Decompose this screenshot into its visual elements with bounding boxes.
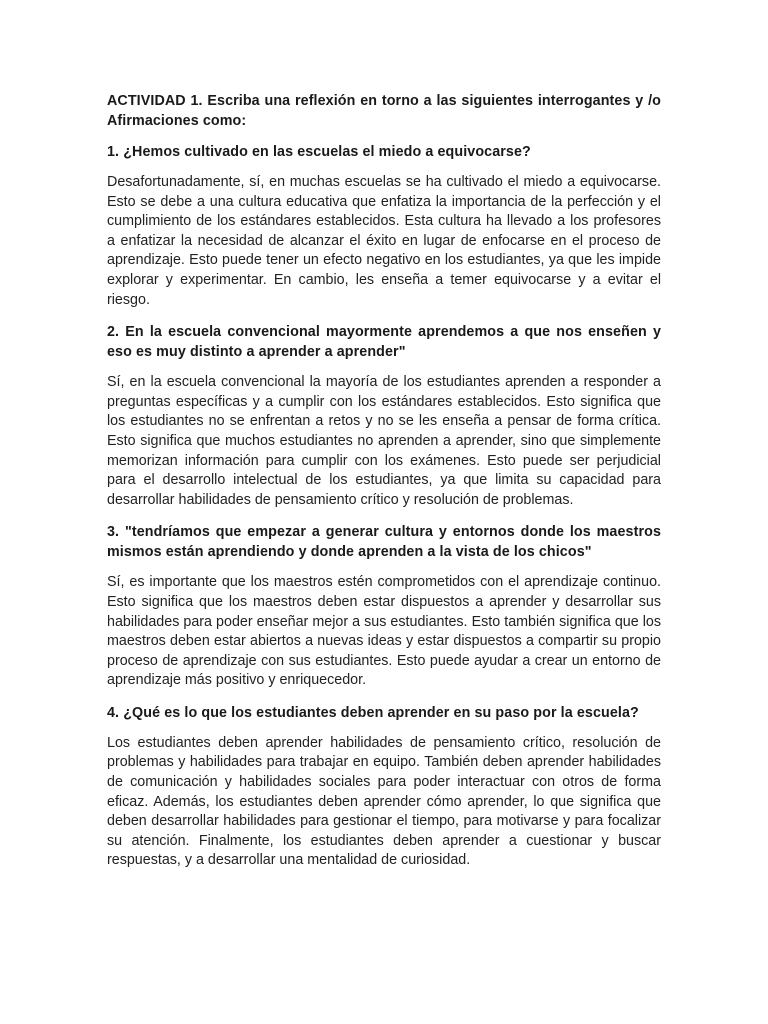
question-4-answer: Los estudiantes deben aprender habilidades de pensamiento crítico, resolución de problemas y habilidades para trabajar en equipo. También deben aprender habilidades de comunicación y habilidades sociales para poder interactuar con otros de forma eficaz. Además, los estudiantes deben aprender cómo aprender, lo que significa que deben desarrollar habilidades para gestionar el tiempo, para motivarse y para focalizar su atención. Finalmente, los estudiantes deben aprender a cuestionar y buscar respuestas, y a desarrollar una mentalidad de curiosidad. bbox=[107, 734, 661, 869]
question-3-answer: Sí, es importante que los maestros estén comprometidos con el aprendizaje continuo. Esto significa que los maestros deben estar dispuestos a aprender y desarrollar sus habilidades para poder enseñar mejor a sus estudiantes. Esto también significa que los maestros deben estar abiertos a nuevas ideas y estar dispuestos a compartir su propio proceso de aprendizaje con sus estudiantes. Esto puede ayudar a crear un entorno de aprendizaje más positivo y enriquecedor. bbox=[107, 574, 661, 689]
question-1-answer: Desafortunadamente, sí, en muchas escuelas se ha cultivado el miedo a equivocarse. Esto se debe a una cultura educativa que enfatiza la importancia de la perfección y el cumplimiento de los estándares establecidos. Esta cultura ha llevado a los profesores a enfatizar la necesidad de alcanzar el éxito en lugar de enfocarse en el proceso de aprendizaje. Esto puede tener un efecto negativo en los estudiantes, ya que les impide explorar y experimentar. En cambio, les enseña a temer equivocarse y a evitar el riesgo. bbox=[107, 174, 661, 308]
document-page bbox=[107, 91, 661, 883]
activity-title: ACTIVIDAD 1. Escriba una reflexión en torno a las siguientes interrogantes y /o Afirmaciones como: bbox=[107, 93, 661, 129]
question-2-title: 2. En la escuela convencional mayormente aprendemos a que nos enseñen y eso es muy distinto a aprender a aprender" bbox=[107, 324, 661, 361]
question-3-title: 3. "tendríamos que empezar a generar cultura y entornos donde los maestros mismos están aprendiendo y donde aprenden a la vista de los chicos" bbox=[107, 524, 661, 561]
question-2-answer: Sí, en la escuela convencional la mayoría de los estudiantes aprenden a responder a preguntas específicas y a cumplir con los estándares establecidos. Esto significa que los estudiantes no se enfrentan a retos y no se les enseña a pensar de forma crítica. Esto significa que muchos estudiantes no aprenden a aprender, sino que simplemente memorizan información para cumplir con los exámenes. Esto puede ser perjudicial para el desarrollo intelectual de los estudiantes, ya que limita su capacidad para desarrollar habilidades de pensamiento crítico y resolución de problemas. bbox=[107, 374, 661, 508]
question-1-title: 1. ¿Hemos cultivado en las escuelas el miedo a equivocarse? bbox=[107, 144, 531, 160]
question-4-title: 4. ¿Qué es lo que los estudiantes deben aprender en su paso por la escuela? bbox=[107, 704, 639, 721]
